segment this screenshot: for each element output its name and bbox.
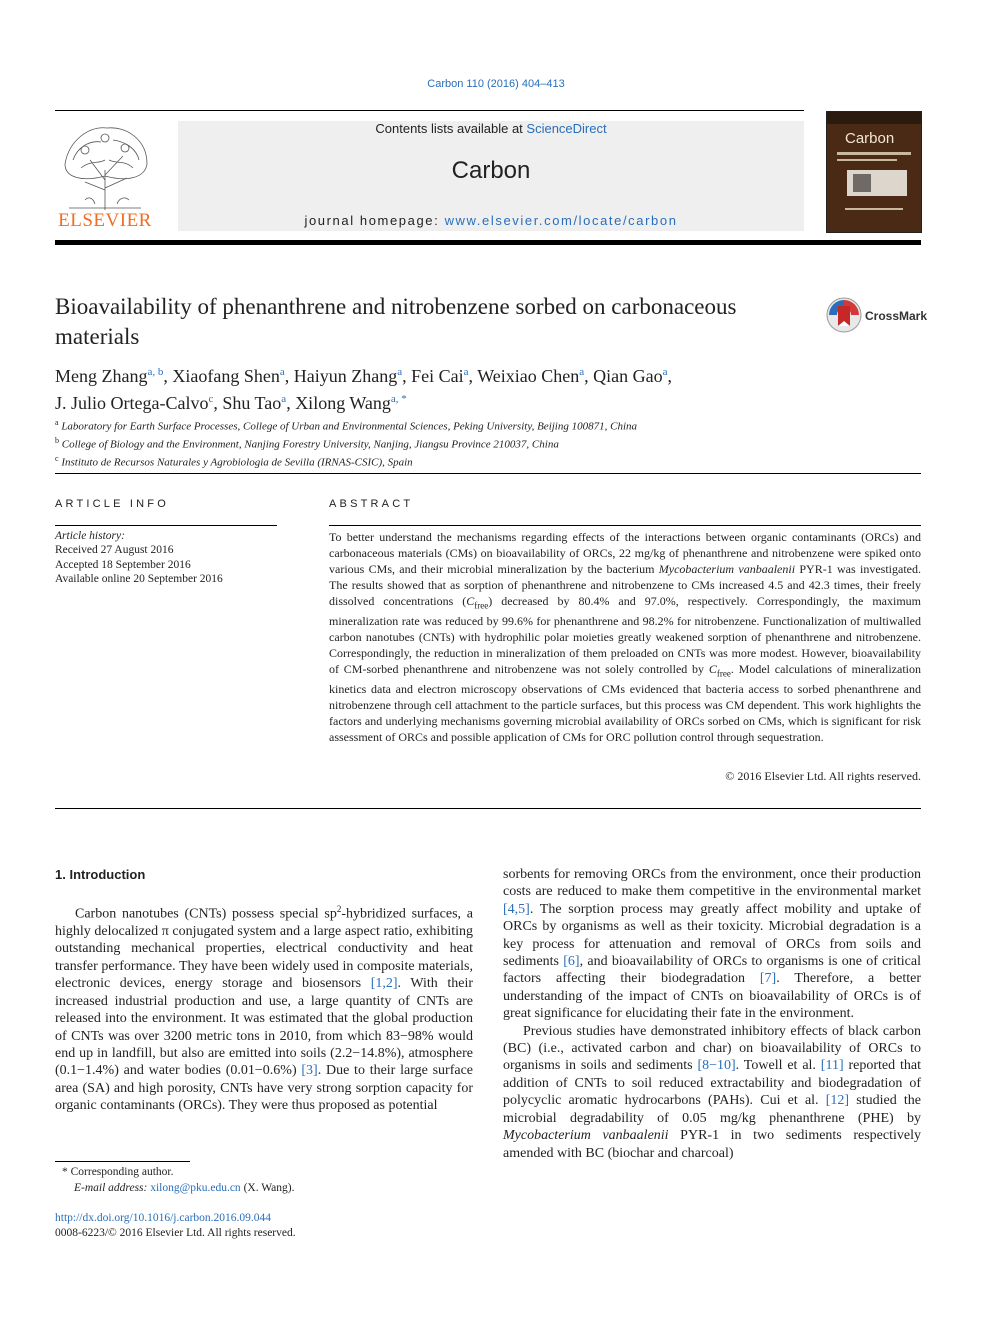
- elsevier-logo[interactable]: [55, 120, 155, 232]
- online-date: Available online 20 September 2016: [55, 572, 223, 585]
- homepage-line: [178, 213, 804, 228]
- article-title: Bioavailability of phenanthrene and nitrobenzene sorbed on carbonaceous materials: [55, 294, 737, 349]
- citation-link[interactable]: [11]: [820, 1058, 844, 1074]
- email-note: E-mail address: xilong@pku.edu.cn (X. Wang).: [74, 1182, 295, 1194]
- body-column-right: [503, 866, 921, 1162]
- cover-title: Carbon: [845, 130, 895, 147]
- author[interactable]: Fei Cai$^a$: [411, 366, 469, 386]
- affiliation: $^a$ Laboratory for Earth Surface Processes, College of Urban and Environmental Sciences, Peking University, Beijing 100871, China: [55, 418, 638, 433]
- abstract-text: To better understand the mechanisms regarding effects of the interactions between organic contaminants (ORCs) and carbonaceous materials (CMs) on bioavailability of ORCs, 22 mg/kg of phenanthrene and nitrobenzene were spiked onto various CMs, and their microbial mineralization by the bacterium Mycobacterium vanbaalenii PYR-1 was investigated. The results showed that as sorption of phenanthrene and nitrobenzene to CMs increased 4.5 and 42.3 times, their freely dissolved concentrations $(C_{free})$ decreased by 80.4% and 97.0%, respectively. Correspondingly, the maximum mineralization rate was reduced by 99.6% for phenanthrene and 98.2% for nitrobenzene. Functionalization of multiwalled carbon nanotubes (CNTs) with hydrophilic polar moieties greatly weakened sorption of phenanthrene and nitrobenzene. Correspondingly, the reduction in mineralization of them preloaded on CNTs was more modest. However, bioavailability of CM-sorbed phenanthrene and nitrobenzene was not solely controlled by $C_{free}$. Model calculations of mineralization kinetics data and electron microscopy observations of CMs evidenced that bacteria access to sorbed phenanthrene and nitrobenzene through cell attachment to the particle surfaces, but this process was CM dependent. This work highlights the factors and underlying mechanisms governing microbial availability of ORCs sorbed on CMs, which is significant for risk assessment of ORCs and possible application of CMs for ORC pollution control through sequestration.: [329, 530, 921, 744]
- journal-citation[interactable]: Carbon 110 (2016) 404–413: [427, 78, 565, 90]
- header-thick-rule: [55, 240, 921, 245]
- section-heading: 1. Introduction: [55, 867, 146, 882]
- contents-prefix: Contents lists available at: [375, 121, 527, 136]
- footnote-rule: [55, 1161, 190, 1162]
- abstract-end-rule: [55, 808, 921, 809]
- citation-link[interactable]: [6]: [563, 954, 580, 970]
- author[interactable]: J. Julio Ortega-Calvo$^c$: [55, 393, 214, 413]
- article-history: [55, 529, 285, 586]
- history-label: Article history:: [55, 530, 125, 542]
- author[interactable]: Xilong Wang$^{a, *}$: [295, 393, 407, 413]
- doi-link[interactable]: http://dx.doi.org/10.1016/j.carbon.2016.09.044: [55, 1212, 272, 1224]
- citation-link[interactable]: [7]: [759, 971, 777, 987]
- body-column-left: [55, 901, 473, 1115]
- article-info-heading: ARTICLE INFO: [55, 498, 169, 510]
- journal-header-box: [178, 121, 804, 231]
- homepage-prefix: journal homepage:: [304, 213, 445, 228]
- paragraph: Previous studies have demonstrated inhibitory effects of black carbon (BC) (i.e., activated carbon and char) on bioavailability of ORCs to organisms in soils and sediments [8−10]. Towell et al. [11] reported that addition of CNTs to soil reduced extractability and biodegradation of polycyclic aromatic hydrocarbons (PAHs). Cui et al. [12] studied the microbial degradability of 0.05 mg/kg phenanthrene (PHE) by Mycobacterium vanbaalenii PYR-1 in two sediments respectively amended with BC (biochar and charcoal): [503, 1023, 922, 1161]
- citation-link[interactable]: [4,5]: [503, 901, 530, 917]
- sciencedirect-link[interactable]: ScienceDirect: [526, 121, 607, 136]
- crossmark-icon: [825, 296, 863, 334]
- email-link[interactable]: xilong@pku.edu.cn: [150, 1182, 241, 1194]
- journal-cover-image[interactable]: [826, 111, 922, 233]
- article-info-rule: [55, 525, 277, 526]
- abstract-heading: ABSTRACT: [329, 498, 414, 510]
- homepage-link[interactable]: www.elsevier.com/locate/carbon: [444, 213, 678, 228]
- abstract-rule: [329, 525, 921, 526]
- abstract-copyright: © 2016 Elsevier Ltd. All rights reserved.: [725, 769, 921, 783]
- paragraph: Carbon nanotubes (CNTs) possess special $sp^2$-hybridized surfaces, a highly delocalized π conjugated system and a large aspect ratio, exhibiting outstanding mechanical properties, electrical conductivity and heat transfer performance. They have been widely used in composite materials, electronic devices, energy storage and biosensors [1,2]. With their increased industrial production and use, a large quantity of CNTs are released into the environment. It was estimated that the global production of CNTs was over 3200 metric tons in 2010, from which 83−98% would end up in landfill, but also are emitted into soils (2.2−14.8%), atmosphere (0.1−1.4%) and water bodies (0.01−0.6%) [3]. Due to their large surface area (SA) and high porosity, CNTs have very strong sorption capacity for organic contaminants (ORCs). They were thus proposed as potential: [55, 904, 473, 1114]
- journal-title: Carbon: [451, 157, 531, 184]
- citation-link[interactable]: [12]: [825, 1093, 850, 1109]
- citation-link[interactable]: [8−10]: [697, 1058, 736, 1074]
- affiliation-list: [55, 416, 921, 470]
- author[interactable]: Shu Tao$^a$: [222, 393, 287, 413]
- paragraph: sorbents for removing ORCs from the environment, once their production costs are reduced to make them competitive in the environmental market [4,5]. The sorption process may greatly affect mobility and uptake of ORCs by organisms as well as their toxicity. Microbial degradation is a key process for attenuation and removal of ORCs from soils and sediments [6], and bioavailability of ORCs to organisms is one of critical factors affecting their biodegradation [7]. Therefore, a better understanding of the impact of CNTs on bioavailability of ORCs is of great significance for elucidating their fate in the environment.: [503, 867, 921, 1022]
- crossmark-badge[interactable]: [825, 296, 928, 336]
- elsevier-tree-icon: [55, 120, 155, 212]
- header-rule: [55, 110, 804, 111]
- elsevier-wordmark: ELSEVIER: [58, 210, 152, 231]
- accepted-date: Accepted 18 September 2016: [55, 558, 191, 571]
- author[interactable]: Haiyun Zhang$^a$: [293, 366, 403, 386]
- author[interactable]: Qian Gao$^a$: [593, 366, 668, 386]
- contents-line: [178, 121, 804, 136]
- title-rule: [55, 473, 921, 474]
- citation-link[interactable]: [1,2]: [370, 976, 398, 992]
- affiliation: $^b$ College of Biology and the Environment, Nanjing Forestry University, Nanjing, Jiangsu Province 210037, China: [55, 436, 559, 451]
- author[interactable]: Xiaofang Shen$^a$: [172, 366, 285, 386]
- crossmark-label: CrossMark: [865, 309, 928, 323]
- author[interactable]: Meng Zhang$^{a, b}$: [55, 366, 164, 386]
- issn-line: 0008-6223/© 2016 Elsevier Ltd. All rights reserved.: [55, 1227, 296, 1239]
- corresponding-author-note: * Corresponding author.: [62, 1166, 174, 1178]
- received-date: Received 27 August 2016: [55, 544, 174, 557]
- author[interactable]: Weixiao Chen$^a$: [477, 366, 585, 386]
- author-list: Meng Zhang$^{a, b}$, Xiaofang Shen$^a$, Haiyun Zhang$^a$, Fei Cai$^a$, Weixiao Chen$^a$, Qian Gao$^a$, J. Julio Ortega-Calvo$^c$, Shu Tao$^a$, Xilong Wang$^{a, *}$: [55, 366, 672, 413]
- citation-link[interactable]: [3]: [301, 1063, 318, 1079]
- affiliation: $^c$ Instituto de Recursos Naturales y Agrobiologia de Sevilla (IRNAS-CSIC), Spain: [55, 454, 413, 469]
